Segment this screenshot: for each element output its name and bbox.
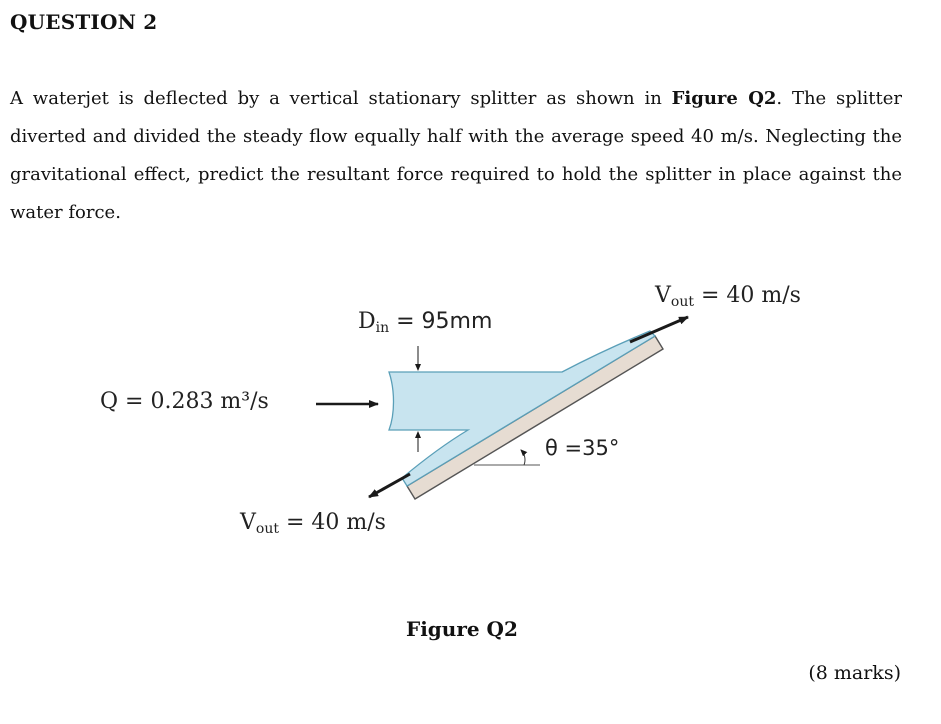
angle-arc (521, 450, 525, 465)
water-jet (389, 331, 655, 486)
outflow-arrow-top (630, 317, 688, 342)
angle-label: θ =35° (545, 436, 620, 460)
marks-label: (8 marks) (808, 662, 901, 684)
flow-rate-label: Q = 0.283 m³/s (100, 389, 269, 414)
splitter-diagram (0, 260, 941, 560)
figure-reference: Figure Q2 (671, 88, 777, 109)
outflow-velocity-bottom-label: Vout = 40 m/s (240, 510, 386, 537)
question-text-part2: . The splitter diverted and divided the steady flow equally half with the average speed 40 m/s. Neglecting the gravitational effect, predict the resultant force required to hold the splitter in place against the water force. (10, 88, 903, 223)
question-heading: QUESTION 2 (10, 10, 158, 34)
question-text-part1: A waterjet is deflected by a vertical stationary splitter as shown in (10, 88, 672, 109)
figure-caption: Figure Q2 (406, 617, 518, 641)
diameter-label: Din = 95mm (358, 309, 493, 336)
outflow-arrow-bottom (369, 474, 410, 497)
figure-q2 (0, 260, 941, 560)
outflow-velocity-top-label: Vout = 40 m/s (655, 283, 801, 310)
question-text (10, 80, 902, 232)
